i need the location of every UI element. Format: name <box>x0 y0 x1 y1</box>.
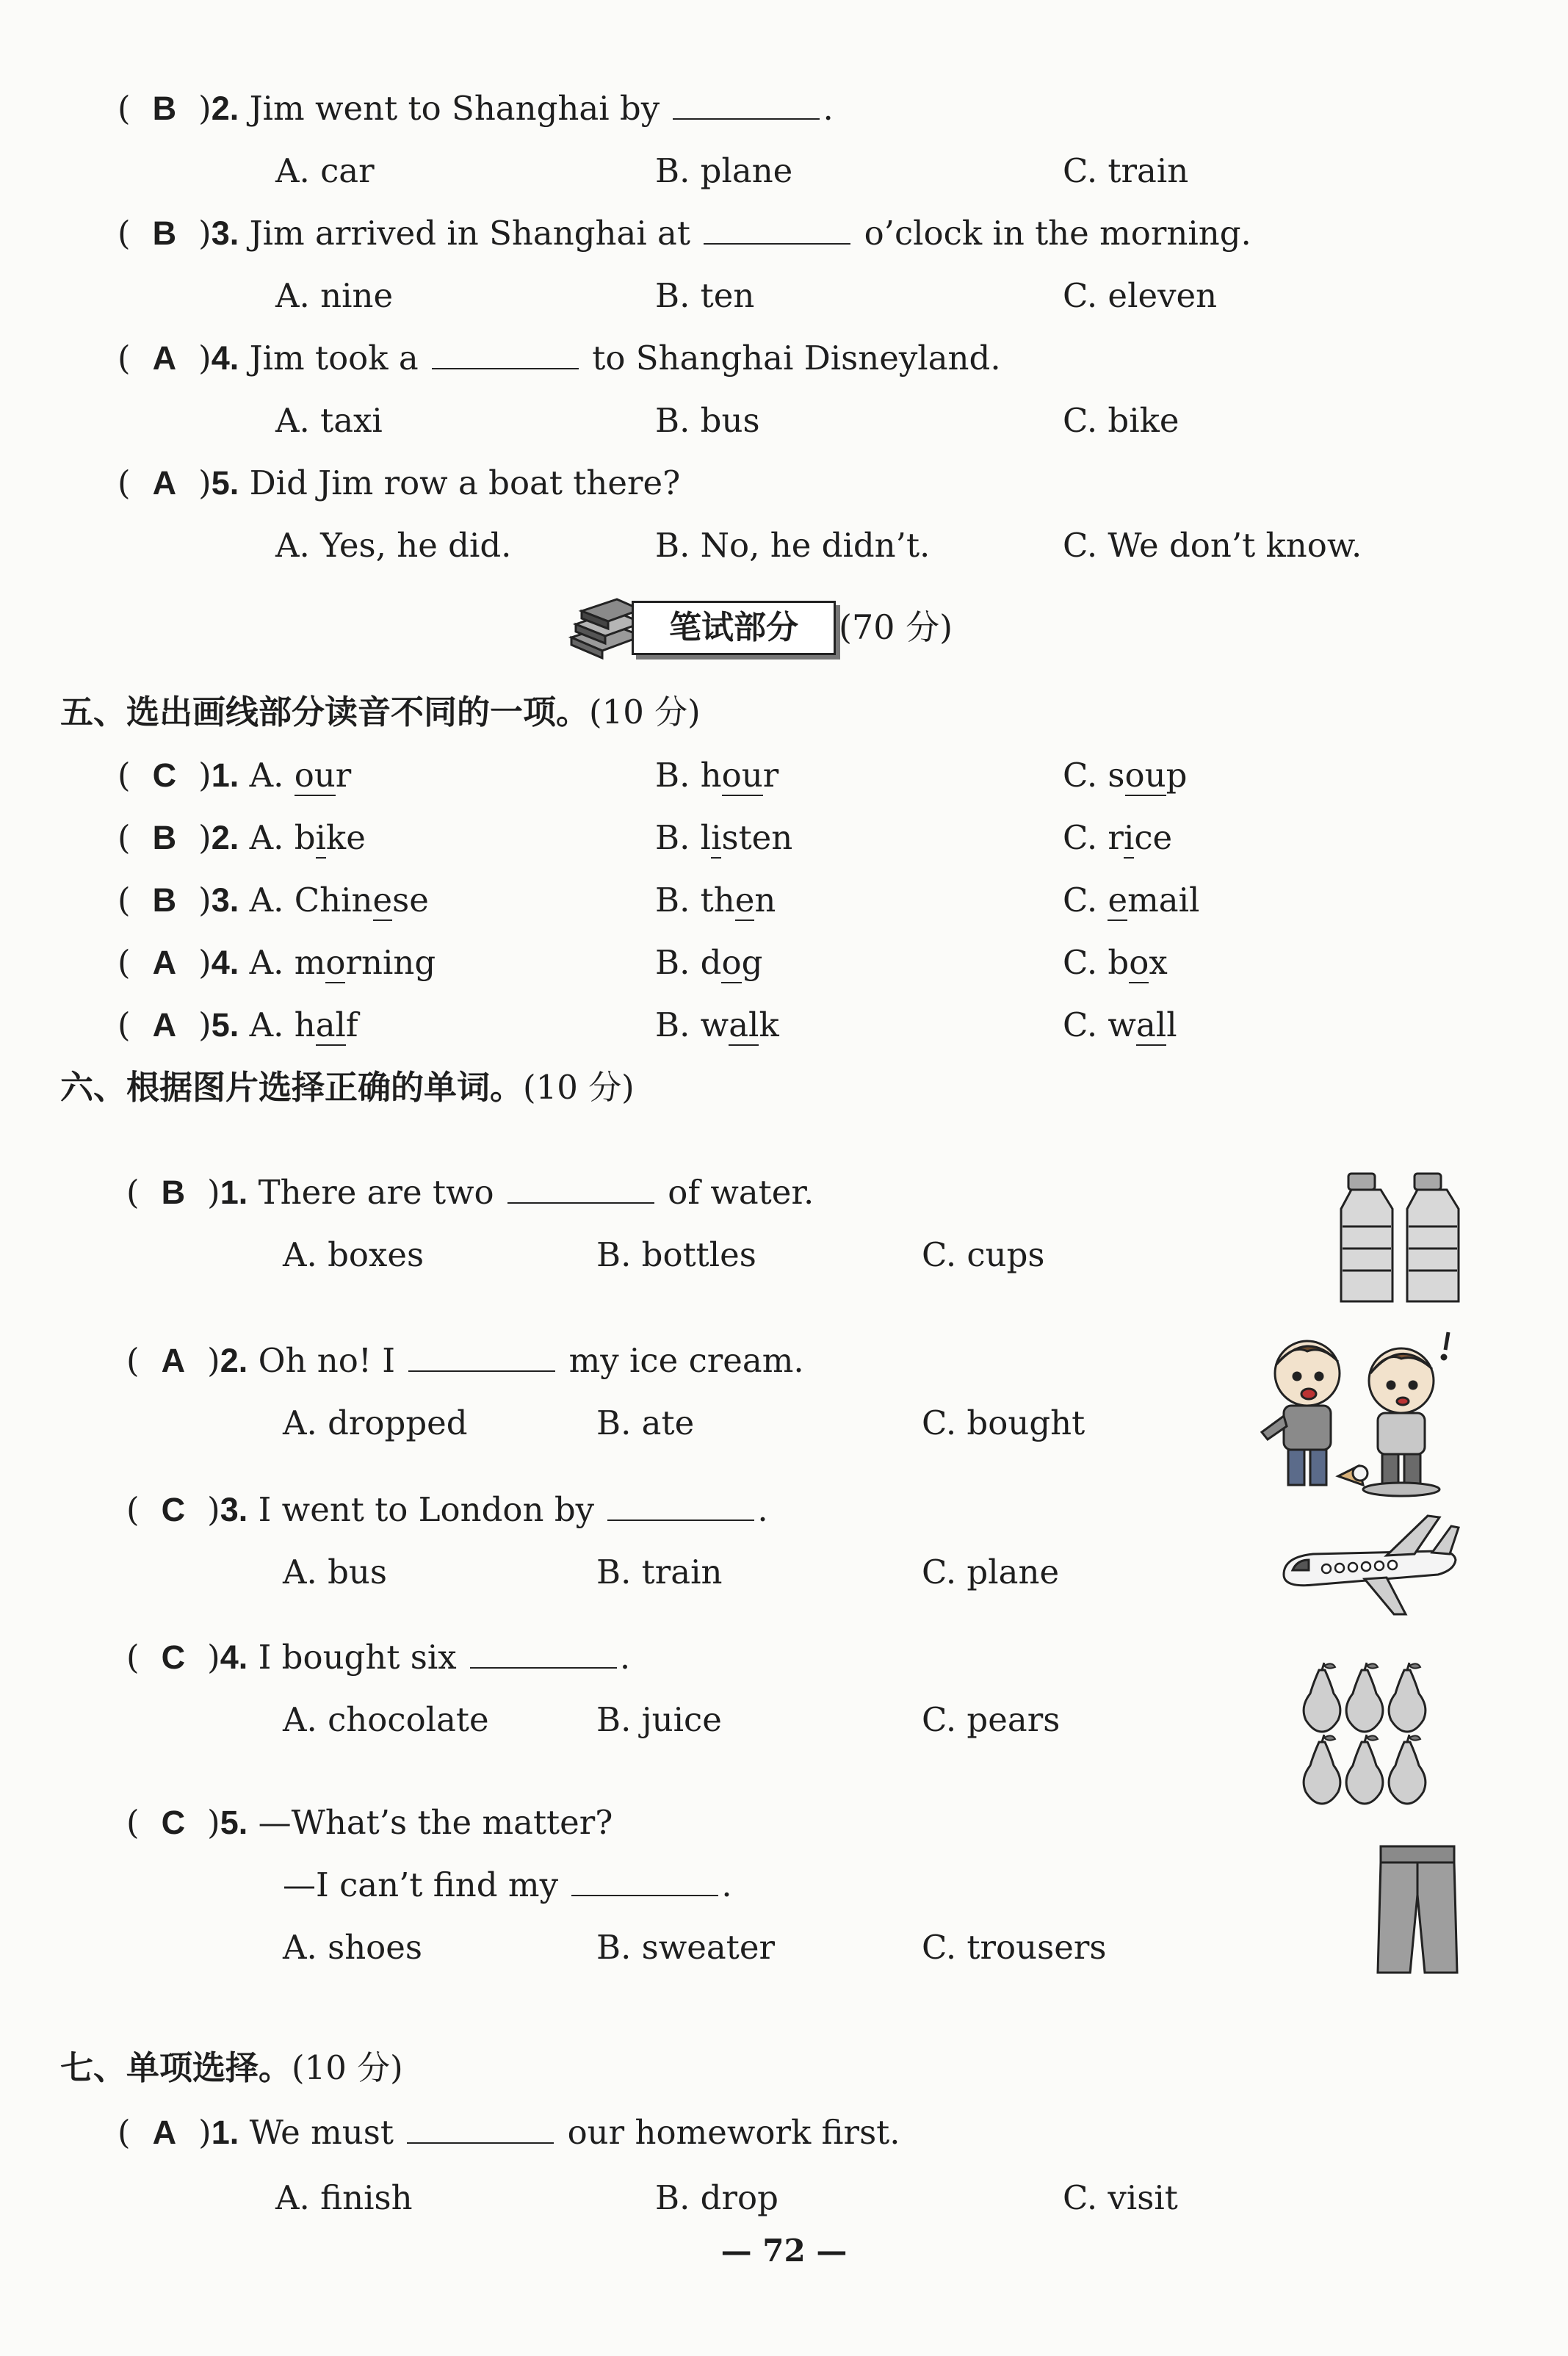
answer-mark: C <box>161 1804 186 1841</box>
question-row: ( C )4. I bought six . <box>126 1638 631 1677</box>
answer-mark: B <box>152 819 177 856</box>
answer-blank <box>470 1638 617 1669</box>
answer-blank <box>607 1490 754 1521</box>
option-a: A. chocolate <box>283 1700 489 1739</box>
answer-mark: C <box>161 1638 186 1676</box>
question-line-2: —I can’t find my . <box>283 1865 732 1904</box>
option-b: B. No, he didn’t. <box>655 526 931 565</box>
section-heading: 六、根据图片选择正确的单词。(10 分) <box>60 1068 635 1107</box>
question-row: ( A )4. A. morning <box>118 943 436 982</box>
section-heading: 五、选出画线部分读音不同的一项。(10 分) <box>60 693 701 731</box>
option-a: A. dropped <box>283 1403 468 1442</box>
answer-blank <box>507 1173 654 1204</box>
option-a: A. half <box>249 1005 358 1044</box>
option-c: C. wall <box>1063 1005 1177 1044</box>
question-row: ( A )2. Oh no! I my ice cream. <box>126 1341 804 1380</box>
question-row: ( C )5. —What’s the matter? <box>126 1803 613 1842</box>
option-a: A. bus <box>283 1553 387 1591</box>
option-b: B. listen <box>655 818 793 857</box>
option-a: A. morning <box>249 943 436 982</box>
answer-mark: A <box>152 1006 177 1044</box>
written-part-banner <box>566 593 962 662</box>
option-a: A. shoes <box>283 1928 422 1967</box>
answer-mark: A <box>161 1342 186 1379</box>
option-b: B. hour <box>655 756 779 795</box>
option-b: B. juice <box>596 1700 722 1739</box>
question-row: ( B )3. A. Chinese <box>118 881 429 919</box>
option-b: B. plane <box>655 151 793 190</box>
question-row: ( A )5. Did Jim row a boat there? <box>118 463 681 502</box>
option-a: A. car <box>275 151 375 190</box>
option-c: C. pears <box>922 1700 1061 1739</box>
option-b: B. train <box>596 1553 723 1591</box>
question-row: ( A )4. Jim took a to Shanghai Disneyland. <box>118 339 1001 377</box>
option-c: C. cups <box>922 1235 1045 1274</box>
answer-mark: A <box>152 339 177 377</box>
option-c: C. soup <box>1063 756 1188 795</box>
option-a: A. nine <box>275 276 394 315</box>
airplane-icon <box>1276 1511 1460 1622</box>
answer-mark: A <box>152 2114 177 2151</box>
question-row: ( B )2. A. bike <box>118 818 366 857</box>
option-a: A. finish <box>275 2178 413 2217</box>
pears-icon <box>1300 1658 1432 1805</box>
answer-blank <box>571 1865 718 1896</box>
written-part-points: (70 分) <box>839 607 953 647</box>
option-c: C. bike <box>1063 401 1179 440</box>
option-c: C. train <box>1063 151 1189 190</box>
option-a: A. our <box>249 756 352 795</box>
answer-mark: B <box>152 881 177 919</box>
answer-blank <box>407 2113 554 2144</box>
question-row: ( A )1. We must our homework first. <box>118 2113 900 2152</box>
answer-mark: B <box>152 214 177 252</box>
option-a: A. boxes <box>283 1235 424 1274</box>
answer-mark: B <box>152 90 177 127</box>
question-row: ( B )3. Jim arrived in Shanghai at o’clock in the morning. <box>118 214 1251 253</box>
option-a: A. Yes, he did. <box>275 526 512 565</box>
water-bottles-icon <box>1337 1168 1462 1307</box>
answer-mark: A <box>152 944 177 981</box>
written-part-label: 笔试部分 <box>632 601 836 655</box>
answer-blank <box>408 1341 555 1372</box>
answer-mark: A <box>152 464 177 502</box>
option-b: B. bottles <box>596 1235 756 1274</box>
option-b: B. bus <box>655 401 760 440</box>
section-heading: 七、单项选择。(10 分) <box>60 2048 403 2087</box>
option-c: C. box <box>1063 943 1168 982</box>
option-b: B. then <box>655 881 776 919</box>
page-number: — 72 — <box>720 2233 848 2269</box>
answer-blank <box>432 339 579 369</box>
option-c: C. visit <box>1063 2178 1178 2217</box>
question-row: ( B )1. There are two of water. <box>126 1173 814 1212</box>
option-c: C. plane <box>922 1553 1060 1591</box>
option-b: B. dog <box>655 943 763 982</box>
option-c: C. eleven <box>1063 276 1218 315</box>
option-b: B. drop <box>655 2178 778 2217</box>
option-c: C. rice <box>1063 818 1173 857</box>
answer-mark: B <box>161 1174 186 1211</box>
question-row: ( C )1. A. our <box>118 756 352 795</box>
option-a: A. taxi <box>275 401 383 440</box>
option-c: C. We don’t know. <box>1063 526 1362 565</box>
option-a: A. bike <box>249 818 366 857</box>
option-c: C. bought <box>922 1403 1085 1442</box>
answer-mark: C <box>152 756 177 794</box>
option-c: C. trousers <box>922 1928 1107 1967</box>
option-b: B. walk <box>655 1005 779 1044</box>
question-row: ( B )2. Jim went to Shanghai by . <box>118 89 834 128</box>
answer-blank <box>673 89 820 120</box>
option-b: B. ate <box>596 1403 695 1442</box>
option-c: C. email <box>1063 881 1200 919</box>
question-row: ( A )5. A. half <box>118 1005 358 1044</box>
boys-ice-cream-icon <box>1249 1329 1462 1498</box>
answer-blank <box>704 214 850 245</box>
answer-mark: C <box>161 1491 186 1528</box>
trousers-icon <box>1373 1843 1462 1976</box>
option-b: B. sweater <box>596 1928 775 1967</box>
option-b: B. ten <box>655 276 755 315</box>
question-row: ( C )3. I went to London by . <box>126 1490 768 1529</box>
option-a: A. Chinese <box>249 881 429 919</box>
